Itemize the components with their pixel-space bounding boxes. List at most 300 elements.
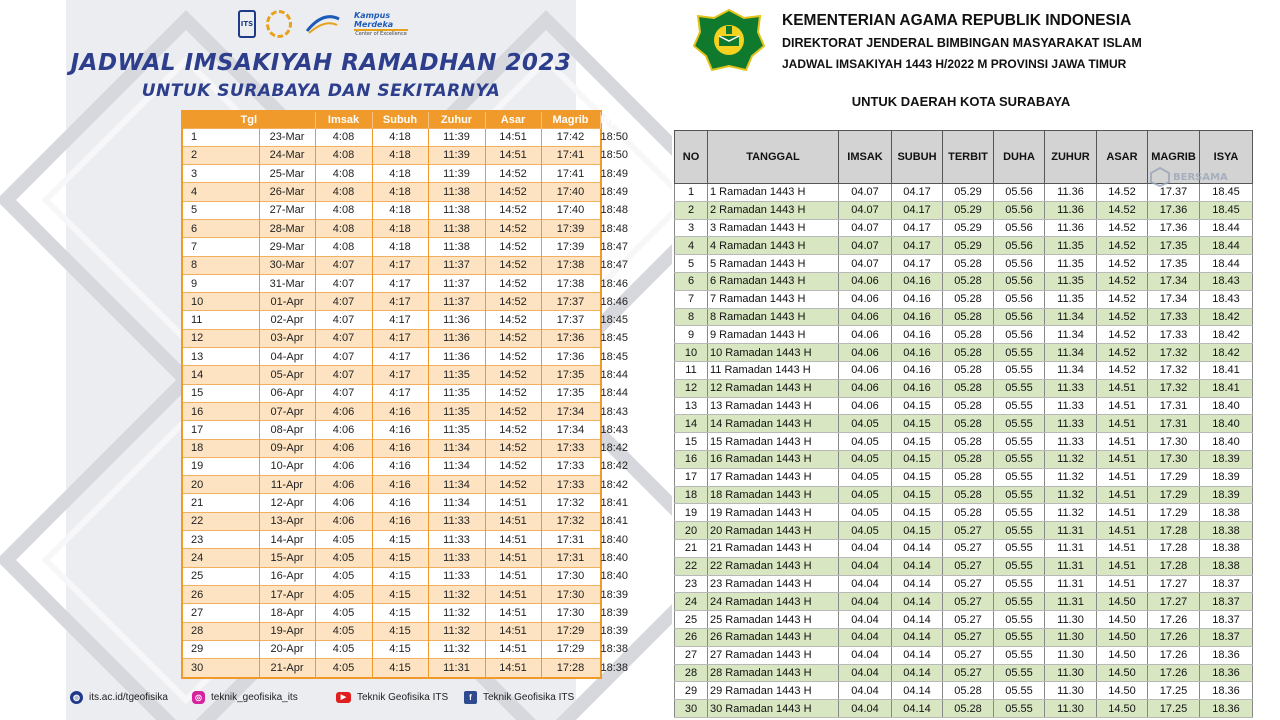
table-cell: 17:38 (541, 256, 600, 274)
table-cell: 21 (675, 539, 708, 557)
doc-col-subuh: SUBUH (892, 131, 943, 184)
table-cell: 4:17 (372, 311, 428, 329)
table-cell: 17:36 (541, 329, 600, 347)
table-cell: 05.55 (994, 664, 1045, 682)
table-cell: 4:06 (315, 439, 372, 457)
poster-footer (66, 687, 576, 707)
table-cell: 13 (183, 348, 259, 366)
table-cell: 4:17 (372, 366, 428, 384)
table-row: 15 06-Apr 4:07 4:17 11:35 14:52 17:35 18:44 (183, 384, 600, 402)
table-cell: 04.14 (892, 593, 943, 611)
table-cell: 6 Ramadan 1443 H (708, 272, 839, 290)
table-cell: 14:51 (485, 659, 541, 677)
table-cell: 14.51 (1097, 522, 1148, 540)
table-cell: 05.55 (994, 557, 1045, 575)
table-cell: 8 Ramadan 1443 H (708, 308, 839, 326)
table-cell: 04.07 (839, 237, 892, 255)
table-cell: 21-Apr (259, 659, 315, 677)
table-cell: 29 (183, 640, 259, 658)
table-cell: 15 (675, 433, 708, 451)
table-cell: 04.16 (892, 326, 943, 344)
table-cell: 17.27 (1148, 593, 1200, 611)
table-cell: 05.27 (943, 611, 994, 629)
table-cell: 18.45 (1200, 201, 1253, 219)
table-cell: 18.36 (1200, 664, 1253, 682)
table-cell: 05.27 (943, 628, 994, 646)
table-cell: 05.28 (943, 397, 994, 415)
table-cell: 17:29 (541, 622, 600, 640)
table-row (675, 611, 1253, 629)
table-cell: 05.55 (994, 593, 1045, 611)
footer-youtube[interactable] (336, 692, 448, 703)
table-cell: 04.14 (892, 664, 943, 682)
table-cell: 4:08 (315, 201, 372, 219)
table-cell: 9 Ramadan 1443 H (708, 326, 839, 344)
table-cell: 4:07 (315, 366, 372, 384)
table-cell: 11.35 (1045, 272, 1097, 290)
table-cell: 17:31 (541, 531, 600, 549)
table-cell: 05.29 (943, 237, 994, 255)
table-cell: 14:51 (485, 622, 541, 640)
table-cell: 17.32 (1148, 361, 1200, 379)
table-cell: 17.32 (1148, 344, 1200, 362)
table-cell: 18.37 (1200, 575, 1253, 593)
table-cell: 4:16 (372, 457, 428, 475)
table-cell: 21 (183, 494, 259, 512)
table-cell: 11:33 (428, 549, 485, 567)
table-cell: 18.36 (1200, 646, 1253, 664)
doc-col-tanggal: TANGGAL (708, 131, 839, 184)
table-cell: 05.55 (994, 397, 1045, 415)
table-cell: 22 (675, 557, 708, 575)
region-title: UNTUK DAERAH KOTA SURABAYA (851, 94, 1071, 109)
table-cell: 14:52 (485, 183, 541, 201)
table-row (675, 504, 1253, 522)
table-cell: 17:33 (541, 476, 600, 494)
table-row (675, 237, 1253, 255)
table-cell: 4:08 (315, 238, 372, 256)
table-cell: 17.34 (1148, 290, 1200, 308)
table-cell: 05.56 (994, 219, 1045, 237)
table-cell: 17:39 (541, 238, 600, 256)
document-schedule-table (674, 130, 1252, 718)
table-cell: 14:52 (485, 439, 541, 457)
table-cell: 11:34 (428, 494, 485, 512)
table-cell: 05.29 (943, 184, 994, 202)
table-cell: 28 Ramadan 1443 H (708, 664, 839, 682)
table-cell: 04.06 (839, 308, 892, 326)
table-cell: 4:18 (372, 238, 428, 256)
table-cell: 05.28 (943, 486, 994, 504)
poster-table-header: Tgl Imsak Subuh Zuhur Asar Magrib Isya (183, 112, 600, 128)
table-cell: 13 Ramadan 1443 H (708, 397, 839, 415)
table-cell: 14.51 (1097, 415, 1148, 433)
table-row: 29 20-Apr 4:05 4:15 11:32 14:51 17:29 18:38 (183, 640, 600, 658)
table-cell: 11.34 (1045, 308, 1097, 326)
table-cell: 4:16 (372, 439, 428, 457)
table-cell: 04.05 (839, 486, 892, 504)
table-cell: 17:34 (541, 402, 600, 420)
table-cell: 9 (183, 274, 259, 292)
table-row: 9 31-Mar 4:07 4:17 11:37 14:52 17:38 18:46 (183, 274, 600, 292)
poster-col-imsak: Imsak (315, 112, 372, 128)
table-cell: 30 Ramadan 1443 H (708, 700, 839, 718)
table-cell: 20 Ramadan 1443 H (708, 522, 839, 540)
table-cell: 04.05 (839, 450, 892, 468)
table-cell: 23 (183, 531, 259, 549)
table-cell: 5 (675, 255, 708, 273)
table-cell: 05.28 (943, 504, 994, 522)
watermark-text: BERSAMA (1173, 171, 1228, 183)
table-cell: 14:52 (485, 457, 541, 475)
table-cell: 14:52 (485, 219, 541, 237)
table-cell: 17:37 (541, 311, 600, 329)
table-row (675, 557, 1253, 575)
table-cell: 11:33 (428, 531, 485, 549)
table-cell: 18.40 (1200, 433, 1253, 451)
table-cell: 11.30 (1045, 611, 1097, 629)
table-cell: 10 Ramadan 1443 H (708, 344, 839, 362)
table-cell: 24 (675, 593, 708, 611)
table-cell: 14.52 (1097, 255, 1148, 273)
table-cell: 17.32 (1148, 379, 1200, 397)
table-cell: 14-Apr (259, 531, 315, 549)
table-cell: 12 (675, 379, 708, 397)
table-cell: 05.55 (994, 522, 1045, 540)
table-cell: 04.14 (892, 611, 943, 629)
table-cell: 05.55 (994, 700, 1045, 718)
table-cell: 01-Apr (259, 293, 315, 311)
table-row (675, 255, 1253, 273)
table-cell: 04.15 (892, 522, 943, 540)
table-cell: 17.25 (1148, 682, 1200, 700)
table-cell: 17:35 (541, 366, 600, 384)
footer-instagram[interactable] (192, 691, 298, 704)
table-cell: 4:17 (372, 256, 428, 274)
table-cell: 11:35 (428, 366, 485, 384)
table-row: 23 14-Apr 4:05 4:15 11:33 14:51 17:31 18:40 (183, 531, 600, 549)
doc-col-magrib: MAGRIB (1148, 131, 1200, 184)
table-cell: 4:05 (315, 640, 372, 658)
table-cell: 4:16 (372, 476, 428, 494)
table-row (675, 361, 1253, 379)
poster-table-body (183, 128, 629, 677)
table-cell: 14:52 (485, 384, 541, 402)
table-cell: 11:38 (428, 219, 485, 237)
table-cell: 17:34 (541, 421, 600, 439)
table-cell: 11.31 (1045, 522, 1097, 540)
table-cell: 11.32 (1045, 468, 1097, 486)
table-cell: 4:18 (372, 146, 428, 164)
table-cell: 17:41 (541, 165, 600, 183)
poster-col-zuhur: Zuhur (428, 112, 485, 128)
table-cell: 11.31 (1045, 539, 1097, 557)
table-cell: 2 (675, 201, 708, 219)
table-cell: 05.28 (943, 255, 994, 273)
table-cell: 14.52 (1097, 344, 1148, 362)
table-cell: 04.15 (892, 486, 943, 504)
table-cell: 19 Ramadan 1443 H (708, 504, 839, 522)
ministry-title: KEMENTERIAN AGAMA REPUBLIK INDONESIA (782, 12, 1132, 29)
table-cell: 05.27 (943, 557, 994, 575)
table-cell: 14.50 (1097, 628, 1148, 646)
table-cell: 17.36 (1148, 219, 1200, 237)
table-cell: 04.06 (839, 379, 892, 397)
table-cell: 27 (675, 646, 708, 664)
table-cell: 4:07 (315, 384, 372, 402)
table-cell: 27 (183, 604, 259, 622)
table-cell: 11:31 (428, 659, 485, 677)
kemenag-emblem-icon (692, 8, 766, 74)
youtube-icon: ▶ (336, 692, 351, 703)
watermark-cube-icon (1150, 167, 1170, 187)
schedule-title: JADWAL IMSAKIYAH 1443 H/2022 M PROVINSI JAWA TIMUR (782, 57, 1127, 71)
table-cell: 4:06 (315, 476, 372, 494)
table-cell: 17:39 (541, 219, 600, 237)
table-cell: 17.35 (1148, 255, 1200, 273)
table-cell: 12 Ramadan 1443 H (708, 379, 839, 397)
table-cell: 11.31 (1045, 593, 1097, 611)
table-cell: 04.05 (839, 522, 892, 540)
table-cell: 18.42 (1200, 308, 1253, 326)
table-cell: 05.27 (943, 539, 994, 557)
table-cell: 20 (183, 476, 259, 494)
table-row (675, 415, 1253, 433)
table-cell: 11.30 (1045, 628, 1097, 646)
table-cell: 16-Apr (259, 567, 315, 585)
table-cell: 14:52 (485, 274, 541, 292)
table-cell: 04.17 (892, 219, 943, 237)
table-row: 3 25-Mar 4:08 4:18 11:39 14:52 17:41 18:49 (183, 165, 600, 183)
doc-col-asar: ASAR (1097, 131, 1148, 184)
table-cell: 04.06 (839, 326, 892, 344)
table-cell: 14:51 (485, 549, 541, 567)
table-cell: 04-Apr (259, 348, 315, 366)
table-cell: 11:36 (428, 311, 485, 329)
table-cell: 05.29 (943, 201, 994, 219)
table-cell: 05.27 (943, 664, 994, 682)
table-cell: 05.27 (943, 575, 994, 593)
table-cell: 11:39 (428, 128, 485, 146)
table-cell: 05.56 (994, 326, 1045, 344)
table-row (675, 646, 1253, 664)
table-row: 8 30-Mar 4:07 4:17 11:37 14:52 17:38 18:47 (183, 256, 600, 274)
table-cell: 4:07 (315, 348, 372, 366)
table-cell: 04.06 (839, 397, 892, 415)
table-cell: 8 (675, 308, 708, 326)
table-cell: 18.39 (1200, 450, 1253, 468)
table-cell: 28-Mar (259, 219, 315, 237)
table-cell: 05.56 (994, 255, 1045, 273)
table-cell: 4:07 (315, 256, 372, 274)
table-cell: 18.41 (1200, 379, 1253, 397)
table-row: 27 18-Apr 4:05 4:15 11:32 14:51 17:30 18:39 (183, 604, 600, 622)
table-cell: 14.52 (1097, 308, 1148, 326)
table-cell: 14:51 (485, 585, 541, 603)
table-cell: 17.30 (1148, 450, 1200, 468)
table-row: 19 10-Apr 4:06 4:16 11:34 14:52 17:33 18:42 (183, 457, 600, 475)
table-cell: 21 Ramadan 1443 H (708, 539, 839, 557)
table-row: 14 05-Apr 4:07 4:17 11:35 14:52 17:35 18:44 (183, 366, 600, 384)
table-cell: 4:05 (315, 549, 372, 567)
table-cell: 4:15 (372, 531, 428, 549)
table-row (675, 628, 1253, 646)
table-cell: 11.35 (1045, 255, 1097, 273)
table-cell: 18 (675, 486, 708, 504)
table-row (675, 201, 1253, 219)
table-row: 1 23-Mar 4:08 4:18 11:39 14:51 17:42 18:50 (183, 128, 600, 146)
table-cell: 4:15 (372, 640, 428, 658)
table-cell: 11:36 (428, 329, 485, 347)
table-cell: 4:16 (372, 421, 428, 439)
table-cell: 14:52 (485, 293, 541, 311)
table-cell: 14.52 (1097, 201, 1148, 219)
table-cell: 14:52 (485, 421, 541, 439)
table-cell: 14.51 (1097, 468, 1148, 486)
table-cell: 4:05 (315, 567, 372, 585)
table-cell: 15 (183, 384, 259, 402)
table-cell: 4:08 (315, 146, 372, 164)
table-row (675, 539, 1253, 557)
table-cell: 04.14 (892, 539, 943, 557)
table-cell: 14 (183, 366, 259, 384)
table-cell: 4:05 (315, 622, 372, 640)
table-cell: 18.44 (1200, 237, 1253, 255)
table-cell: 3 Ramadan 1443 H (708, 219, 839, 237)
table-row: 12 03-Apr 4:07 4:17 11:36 14:52 17:36 18:45 (183, 329, 600, 347)
table-cell: 17:30 (541, 567, 600, 585)
table-row (675, 700, 1253, 718)
table-cell: 04.16 (892, 379, 943, 397)
table-cell: 11:38 (428, 201, 485, 219)
table-cell: 14.51 (1097, 575, 1148, 593)
table-cell: 05.56 (994, 308, 1045, 326)
table-cell: 31-Mar (259, 274, 315, 292)
table-cell: 24-Mar (259, 146, 315, 164)
table-cell: 17.29 (1148, 468, 1200, 486)
table-cell: 14.51 (1097, 397, 1148, 415)
table-cell: 4:06 (315, 494, 372, 512)
table-cell: 04.15 (892, 504, 943, 522)
table-cell: 04.04 (839, 539, 892, 557)
accreditation-swoosh-icon (303, 11, 343, 37)
table-cell: 11.35 (1045, 237, 1097, 255)
table-cell: 17:29 (541, 640, 600, 658)
table-cell: 11:38 (428, 238, 485, 256)
table-cell: 7 (675, 290, 708, 308)
table-cell: 30 (675, 700, 708, 718)
table-cell: 13-Apr (259, 512, 315, 530)
table-cell: 17:40 (541, 183, 600, 201)
table-cell: 17:33 (541, 439, 600, 457)
poster-schedule-table (181, 110, 629, 679)
table-cell: 17:40 (541, 201, 600, 219)
watermark (1150, 163, 1250, 191)
footer-facebook[interactable] (464, 691, 574, 704)
table-cell: 26 Ramadan 1443 H (708, 628, 839, 646)
table-cell: 17.26 (1148, 611, 1200, 629)
table-cell: 17-Apr (259, 585, 315, 603)
table-cell: 14.50 (1097, 646, 1148, 664)
table-cell: 16 Ramadan 1443 H (708, 450, 839, 468)
table-cell: 04.17 (892, 237, 943, 255)
table-cell: 11.34 (1045, 344, 1097, 362)
table-cell: 4:05 (315, 659, 372, 677)
table-cell: 14 Ramadan 1443 H (708, 415, 839, 433)
table-cell: 04.04 (839, 700, 892, 718)
table-cell: 11.36 (1045, 219, 1097, 237)
table-row (675, 290, 1253, 308)
table-cell: 4:15 (372, 604, 428, 622)
table-cell: 4:18 (372, 219, 428, 237)
table-cell: 08-Apr (259, 421, 315, 439)
table-cell: 18.40 (1200, 415, 1253, 433)
table-cell: 14:51 (485, 604, 541, 622)
table-cell: 5 Ramadan 1443 H (708, 255, 839, 273)
table-cell: 17.26 (1148, 646, 1200, 664)
table-cell: 04.06 (839, 272, 892, 290)
table-row: 13 04-Apr 4:07 4:17 11:36 14:52 17:36 18:45 (183, 348, 600, 366)
table-cell: 05.28 (943, 468, 994, 486)
table-row (675, 682, 1253, 700)
table-cell: 11.32 (1045, 450, 1097, 468)
table-row (675, 379, 1253, 397)
table-cell: 4:15 (372, 659, 428, 677)
table-cell: 05.28 (943, 290, 994, 308)
accreditation-logo (302, 10, 344, 38)
table-row: 18 09-Apr 4:06 4:16 11:34 14:52 17:33 18:42 (183, 439, 600, 457)
table-cell: 29 Ramadan 1443 H (708, 682, 839, 700)
table-cell: 4:05 (315, 604, 372, 622)
table-row: 16 07-Apr 4:06 4:16 11:35 14:52 17:34 18:43 (183, 402, 600, 420)
table-cell: 14.50 (1097, 611, 1148, 629)
table-cell: 11.32 (1045, 504, 1097, 522)
table-cell: 04.14 (892, 575, 943, 593)
table-cell: 10 (183, 293, 259, 311)
poster-col-tgl: Tgl (183, 112, 315, 128)
table-cell: 25 (675, 611, 708, 629)
table-cell: 18.36 (1200, 700, 1253, 718)
table-cell: 05.28 (943, 326, 994, 344)
table-cell: 11.31 (1045, 557, 1097, 575)
table-cell: 04.15 (892, 415, 943, 433)
table-cell: 05.55 (994, 486, 1045, 504)
table-cell: 05.28 (943, 682, 994, 700)
footer-facebook-text: Teknik Geofisika ITS (483, 691, 575, 703)
table-cell: 11:34 (428, 476, 485, 494)
table-cell: 7 Ramadan 1443 H (708, 290, 839, 308)
geophysics-gear-logo (266, 10, 292, 38)
table-cell: 05.56 (994, 272, 1045, 290)
table-cell: 14.51 (1097, 557, 1148, 575)
table-cell: 04.04 (839, 646, 892, 664)
table-cell: 11.30 (1045, 664, 1097, 682)
table-cell: 4:17 (372, 274, 428, 292)
table-cell: 14.51 (1097, 504, 1148, 522)
table-cell: 18.40 (1200, 397, 1253, 415)
table-cell: 4:17 (372, 293, 428, 311)
table-cell: 26 (183, 585, 259, 603)
table-cell: 17 (183, 421, 259, 439)
footer-web[interactable] (70, 691, 168, 704)
table-cell: 28 (183, 622, 259, 640)
table-cell: 17.34 (1148, 272, 1200, 290)
table-cell: 16 (183, 402, 259, 420)
table-row: 20 11-Apr 4:06 4:16 11:34 14:52 17:33 18:42 (183, 476, 600, 494)
table-cell: 17:32 (541, 494, 600, 512)
table-cell: 4:06 (315, 512, 372, 530)
table-cell: 04.06 (839, 290, 892, 308)
